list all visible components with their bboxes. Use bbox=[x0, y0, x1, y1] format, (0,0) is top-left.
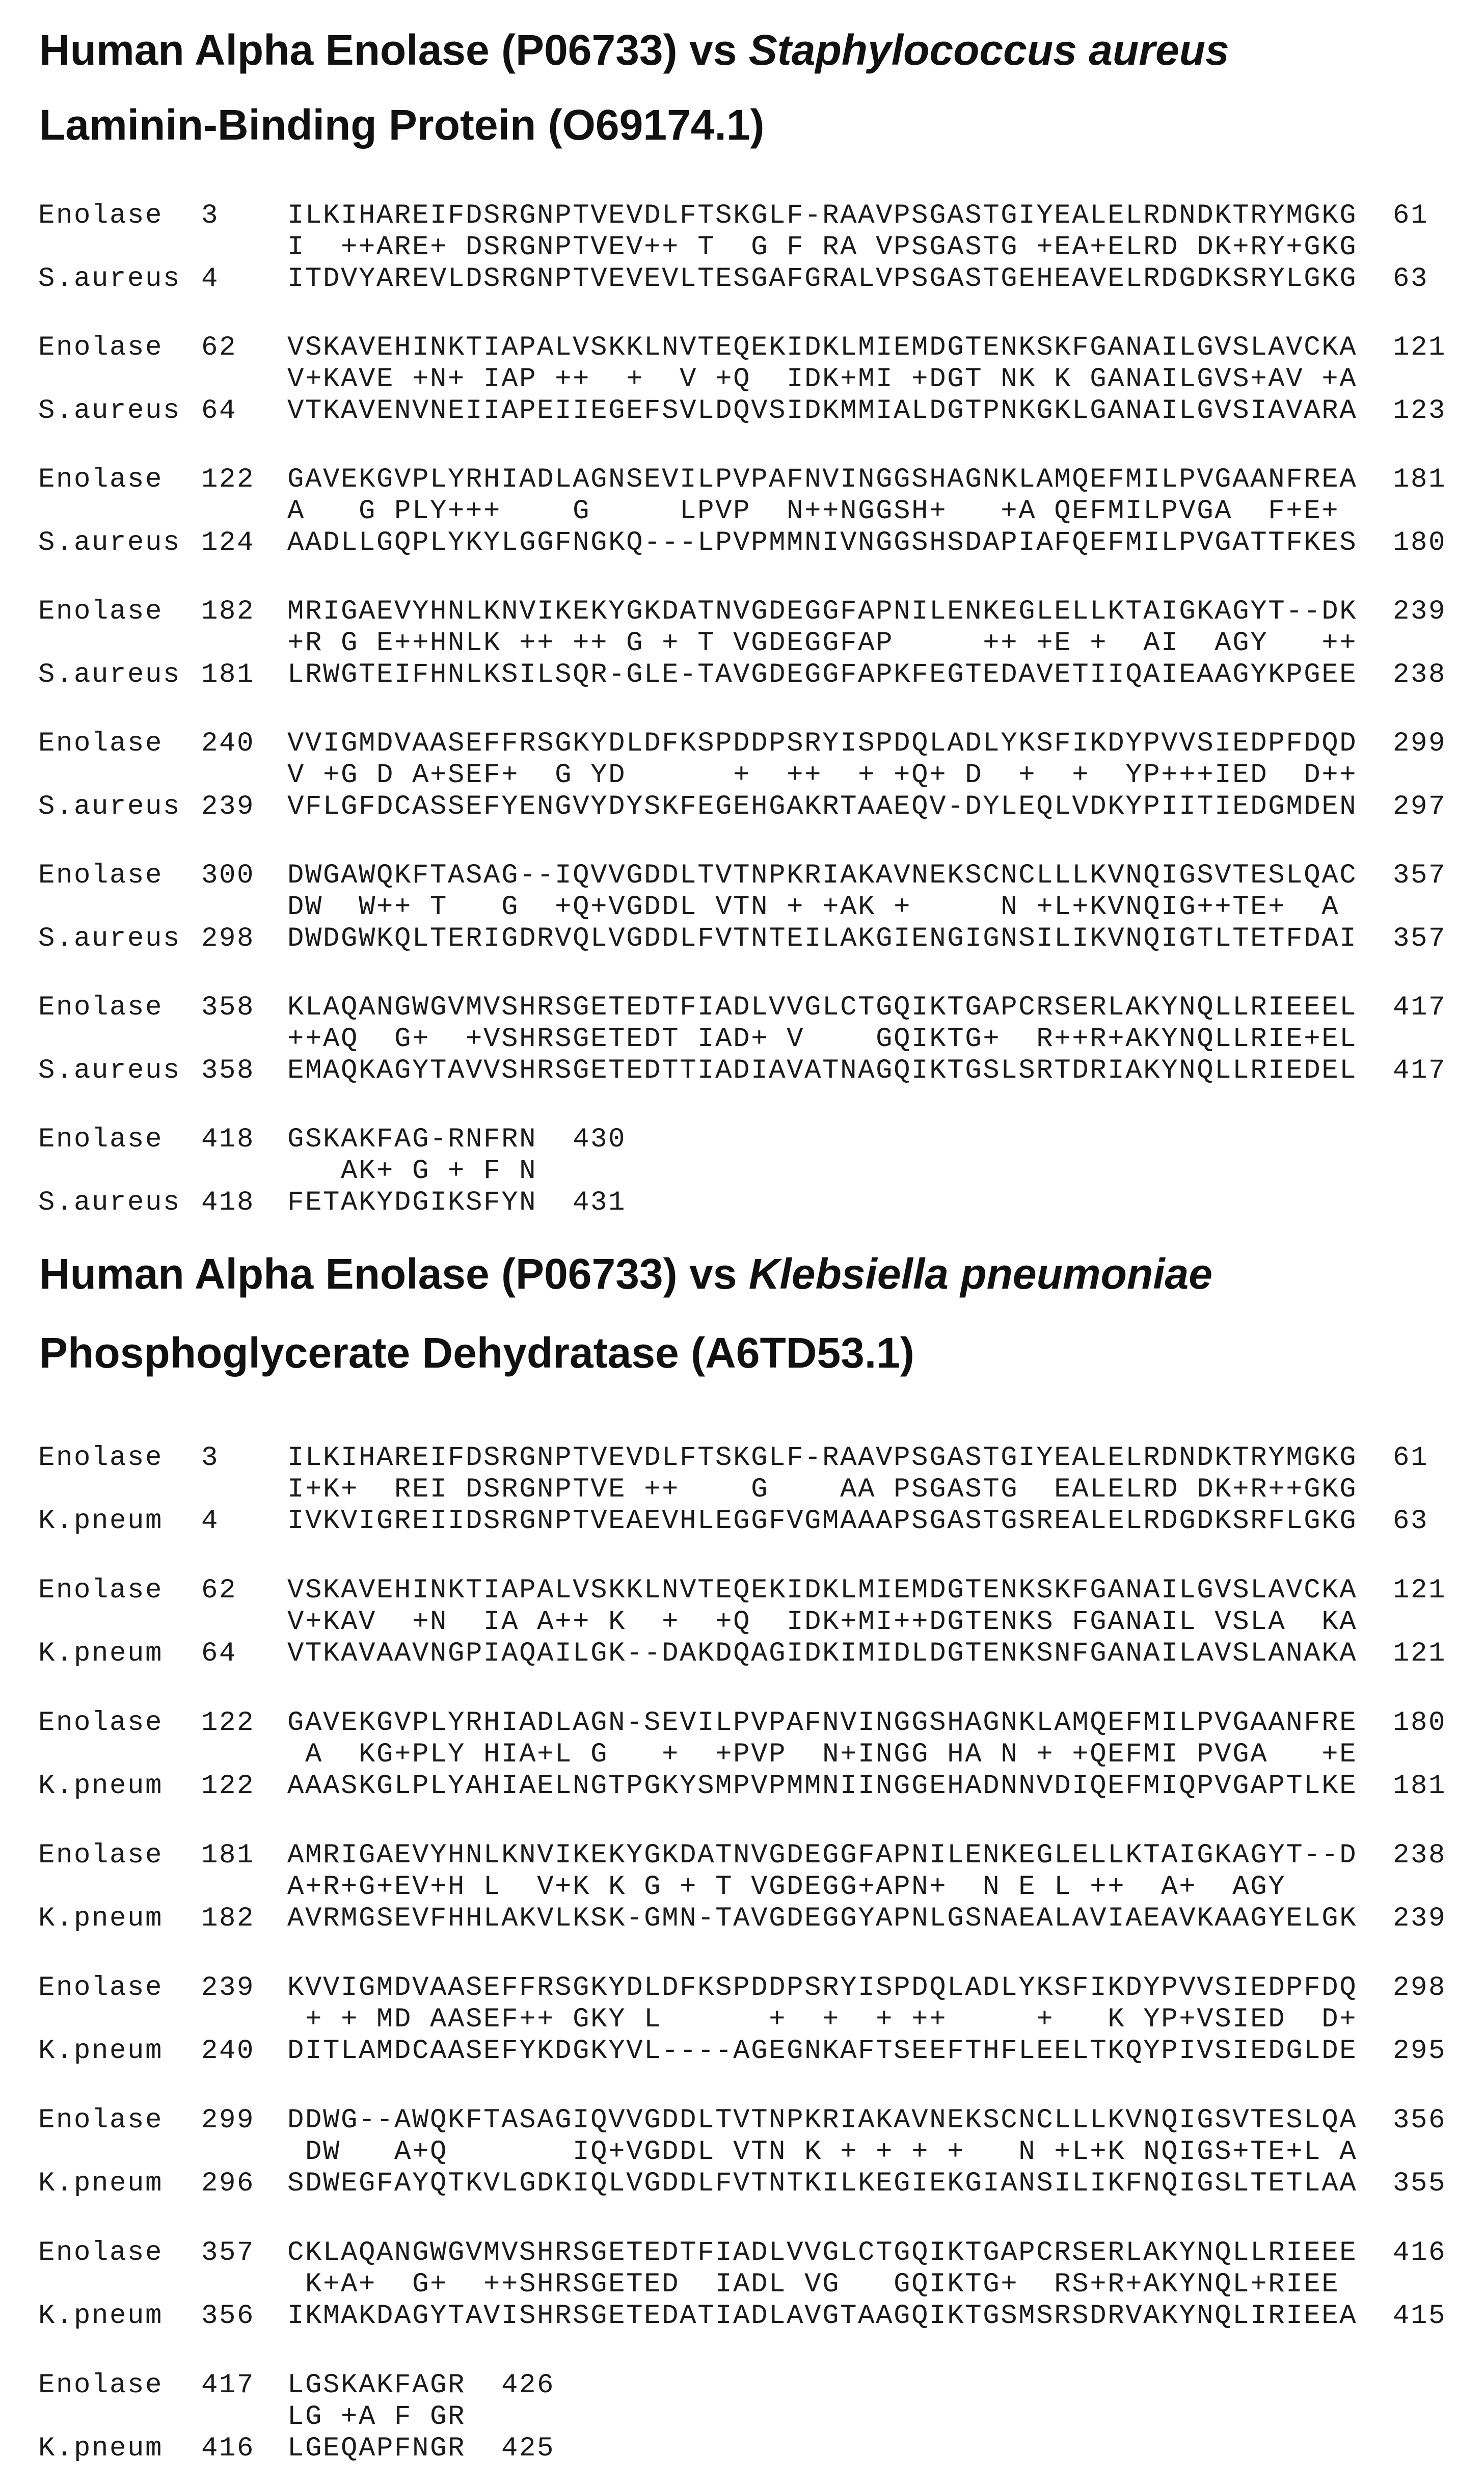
query-start-position: 122 bbox=[201, 1707, 255, 1739]
title-species: Klebsiella pneumoniae bbox=[748, 1250, 1212, 1298]
query-label: Enolase bbox=[38, 200, 164, 231]
subject-label: K.pneum bbox=[38, 1903, 164, 1934]
match-symbols: +R G E++HNLK ++ ++ G + T VGDEGGFAP ++ +E + AI AGY ++ bbox=[287, 628, 1358, 659]
alignment-block bbox=[0, 1972, 1484, 2067]
query-end-position: 121 bbox=[1393, 332, 1447, 363]
match-symbols: V+KAVE +N+ IAP ++ + V +Q IDK+MI +DGT NK K GANAILGVS+AV +A bbox=[287, 364, 1358, 395]
subject-start-position: 4 bbox=[201, 1506, 220, 1537]
query-label: Enolase bbox=[38, 1124, 164, 1155]
match-symbols: DW A+Q IQ+VGDDL VTN K + + + + N +L+K NQIGS+TE+L A bbox=[287, 2136, 1358, 2168]
subject-start-position: 418 bbox=[201, 1187, 255, 1218]
subject-end-position: 121 bbox=[1393, 1638, 1447, 1669]
subject-label: K.pneum bbox=[38, 1506, 164, 1537]
subject-label: K.pneum bbox=[38, 2168, 164, 2199]
query-end-position: 180 bbox=[1393, 1707, 1447, 1739]
subject-start-position: 416 bbox=[201, 2433, 255, 2464]
subject-start-position: 64 bbox=[201, 395, 237, 426]
alignment-block bbox=[0, 1575, 1484, 1670]
alignment-block bbox=[0, 2370, 1484, 2465]
query-start-position: 3 bbox=[201, 1442, 220, 1474]
subject-end-position: 357 bbox=[1393, 923, 1447, 954]
subject-sequence: LGEQAPFNGR bbox=[287, 2433, 466, 2464]
query-start-position: 3 bbox=[201, 200, 220, 231]
alignment-block bbox=[0, 2237, 1484, 2332]
subject-end-position: 431 bbox=[573, 1187, 627, 1218]
subject-sequence: AADLLGQPLYKYLGGFNGKQ---LPVPMMNIVNGGSHSDAPIAFQEFMILPVGATTFKES bbox=[287, 527, 1358, 558]
subject-sequence: ITDVYAREVLDSRGNPTVEVEVLTESGAFGRALVPSGASTGEHEAVELRDGDKSRYLGKG bbox=[287, 263, 1358, 295]
query-start-position: 418 bbox=[201, 1124, 255, 1155]
query-sequence: GSKAKFAG-RNFRN bbox=[287, 1124, 537, 1155]
subject-start-position: 181 bbox=[201, 659, 255, 690]
query-label: Enolase bbox=[38, 1442, 164, 1474]
subject-label: K.pneum bbox=[38, 2036, 164, 2067]
query-start-position: 358 bbox=[201, 992, 255, 1023]
query-end-position: 61 bbox=[1393, 1442, 1429, 1474]
alignment-block bbox=[0, 1442, 1484, 1537]
subject-start-position: 240 bbox=[201, 2036, 255, 2067]
query-sequence: KLAQANGWGVMVSHRSGETEDTFIADLVVGLCTGQIKTGAPCRSERLAKYNQLLRIEEEL bbox=[287, 992, 1358, 1023]
query-end-position: 121 bbox=[1393, 1575, 1447, 1606]
query-start-position: 62 bbox=[201, 1575, 237, 1606]
subject-end-position: 63 bbox=[1393, 263, 1429, 295]
query-sequence: GAVEKGVPLYRHIADLAGN-SEVILPVPAFNVINGGSHAGNKLAMQEFMILPVGAANFRE bbox=[287, 1707, 1358, 1739]
match-symbols: A G PLY+++ G LPVP N++NGGSH+ +A QEFMILPVGA F+E+ bbox=[287, 496, 1340, 527]
subject-start-position: 239 bbox=[201, 791, 255, 822]
section-title bbox=[39, 1248, 1212, 1299]
subject-sequence: IVKVIGREIIDSRGNPTVEAEVHLEGGFVGMAAAPSGASTGSREALELRDGDKSRFLGKG bbox=[287, 1506, 1358, 1537]
alignment-block bbox=[0, 1124, 1484, 1219]
subject-start-position: 4 bbox=[201, 263, 220, 295]
subject-start-position: 356 bbox=[201, 2301, 255, 2332]
query-label: Enolase bbox=[38, 2105, 164, 2136]
match-symbols: I+K+ REI DSRGNPTVE ++ G AA PSGASTG EALELRD DK+R++GKG bbox=[287, 1474, 1358, 1505]
query-start-position: 122 bbox=[201, 464, 255, 495]
query-end-position: 239 bbox=[1393, 596, 1447, 627]
title-prefix: Human Alpha Enolase (P06733) vs bbox=[39, 26, 749, 74]
query-start-position: 62 bbox=[201, 332, 237, 363]
subject-label: S.aureus bbox=[38, 791, 181, 822]
query-sequence: ILKIHAREIFDSRGNPTVEVDLFTSKGLF-RAAVPSGASTGIYEALELRDNDKTRYMGKG bbox=[287, 1442, 1358, 1474]
subject-sequence: SDWEGFAYQTKVLGDKIQLVGDDLFVTNTKILKEGIEKGIANSILIKFNQIGSLTETLAA bbox=[287, 2168, 1358, 2199]
section-subtitle: Phosphoglycerate Dehydratase (A6TD53.1) bbox=[39, 1329, 914, 1377]
query-label: Enolase bbox=[38, 1972, 164, 2003]
subject-label: S.aureus bbox=[38, 659, 181, 690]
match-symbols: I ++ARE+ DSRGNPTVEV++ T G F RA VPSGASTG +EA+ELRD DK+RY+GKG bbox=[287, 232, 1358, 263]
query-label: Enolase bbox=[38, 728, 164, 759]
section-subtitle: Laminin-Binding Protein (O69174.1) bbox=[39, 101, 765, 149]
section-title bbox=[39, 24, 1229, 75]
query-sequence: GAVEKGVPLYRHIADLAGNSEVILPVPAFNVINGGSHAGNKLAMQEFMILPVGAANFREA bbox=[287, 464, 1358, 495]
subject-label: K.pneum bbox=[38, 2301, 164, 2332]
alignment-block bbox=[0, 200, 1484, 295]
query-label: Enolase bbox=[38, 332, 164, 363]
query-end-position: 238 bbox=[1393, 1840, 1447, 1871]
alignment-block bbox=[0, 2105, 1484, 2200]
query-end-position: 426 bbox=[501, 2370, 555, 2401]
subject-sequence: LRWGTEIFHNLKSILSQR-GLE-TAVGDEGGFAPKFEGTEDAVETIIQAIEAAGYKPGEE bbox=[287, 659, 1358, 690]
query-label: Enolase bbox=[38, 2370, 164, 2401]
match-symbols: + + MD AASEF++ GKY L + + + ++ + K YP+VSIED D+ bbox=[287, 2004, 1358, 2035]
match-symbols: A+R+G+EV+H L V+K K G + T VGDEGG+APN+ N E L ++ A+ AGY bbox=[287, 1872, 1286, 1903]
subject-sequence: VTKAVENVNEIIAPEIIEGEFSVLDQVSIDKMMIALDGTPNKGKLGANAILGVSIAVARA bbox=[287, 395, 1358, 426]
query-end-position: 181 bbox=[1393, 464, 1447, 495]
subject-start-position: 358 bbox=[201, 1055, 255, 1086]
subject-sequence: DITLAMDCAASEFYKDGKYVL----AGEGNKAFTSEEFTHFLEELTKQYPIVSIEDGLDE bbox=[287, 2036, 1358, 2067]
subject-label: K.pneum bbox=[38, 1771, 164, 1802]
query-start-position: 239 bbox=[201, 1972, 255, 2003]
subject-sequence: FETAKYDGIKSFYN bbox=[287, 1187, 537, 1218]
query-start-position: 299 bbox=[201, 2105, 255, 2136]
query-label: Enolase bbox=[38, 1575, 164, 1606]
subject-start-position: 64 bbox=[201, 1638, 237, 1669]
subject-end-position: 63 bbox=[1393, 1506, 1429, 1537]
subject-end-position: 297 bbox=[1393, 791, 1447, 822]
alignment-block bbox=[0, 596, 1484, 691]
subject-sequence: AAASKGLPLYAHIAELNGTPGKYSMPVPMMNIINGGEHADNNVDIQEFMIQPVGAPTLKE bbox=[287, 1771, 1358, 1802]
alignment-block bbox=[0, 728, 1484, 823]
subject-start-position: 122 bbox=[201, 1771, 255, 1802]
query-label: Enolase bbox=[38, 992, 164, 1023]
query-sequence: ILKIHAREIFDSRGNPTVEVDLFTSKGLF-RAAVPSGASTGIYEALELRDNDKTRYMGKG bbox=[287, 200, 1358, 231]
subject-start-position: 298 bbox=[201, 923, 255, 954]
match-symbols: K+A+ G+ ++SHRSGETED IADL VG GQIKTG+ RS+R+AKYNQL+RIEE bbox=[287, 2269, 1340, 2300]
subject-end-position: 181 bbox=[1393, 1771, 1447, 1802]
query-end-position: 357 bbox=[1393, 860, 1447, 891]
subject-sequence: AVRMGSEVFHHLAKVLKSK-GMN-TAVGDEGGYAPNLGSNAEALAVIAEAVKAAGYELGK bbox=[287, 1903, 1358, 1934]
query-sequence: VSKAVEHINKTIAPALVSKKLNVTEQEKIDKLMIEMDGTENKSKFGANAILGVSLAVCKA bbox=[287, 1575, 1358, 1606]
query-sequence: VSKAVEHINKTIAPALVSKKLNVTEQEKIDKLMIEMDGTENKSKFGANAILGVSLAVCKA bbox=[287, 332, 1358, 363]
subject-label: S.aureus bbox=[38, 1187, 181, 1218]
match-symbols: V +G D A+SEF+ G YD + ++ + +Q+ D + + YP+++IED D++ bbox=[287, 760, 1358, 791]
subject-end-position: 123 bbox=[1393, 395, 1447, 426]
query-sequence: KVVIGMDVAASEFFRSGKYDLDFKSPDDPSRYISPDQLADLYKSFIKDYPVVSIEDPFDQ bbox=[287, 1972, 1358, 2003]
subject-label: S.aureus bbox=[38, 263, 181, 295]
subject-end-position: 425 bbox=[501, 2433, 555, 2464]
alignment-block bbox=[0, 992, 1484, 1087]
subject-end-position: 295 bbox=[1393, 2036, 1447, 2067]
subject-end-position: 355 bbox=[1393, 2168, 1447, 2199]
match-symbols: AK+ G + F N bbox=[287, 1156, 537, 1187]
query-sequence: MRIGAEVYHNLKNVIKEKYGKDATNVGDEGGFAPNILENKEGLELLKTAIGKAGYT--DK bbox=[287, 596, 1358, 627]
subject-end-position: 417 bbox=[1393, 1055, 1447, 1086]
query-start-position: 240 bbox=[201, 728, 255, 759]
match-symbols: DW W++ T G +Q+VGDDL VTN + +AK + N +L+KVNQIG++TE+ A bbox=[287, 892, 1340, 923]
query-label: Enolase bbox=[38, 2237, 164, 2268]
query-label: Enolase bbox=[38, 1840, 164, 1871]
query-start-position: 300 bbox=[201, 860, 255, 891]
query-label: Enolase bbox=[38, 596, 164, 627]
subject-start-position: 182 bbox=[201, 1903, 255, 1934]
query-end-position: 416 bbox=[1393, 2237, 1447, 2268]
query-end-position: 356 bbox=[1393, 2105, 1447, 2136]
query-end-position: 61 bbox=[1393, 200, 1429, 231]
query-end-position: 298 bbox=[1393, 1972, 1447, 2003]
query-sequence: AMRIGAEVYHNLKNVIKEKYGKDATNVGDEGGFAPNILENKEGLELLKTAIGKAGYT--D bbox=[287, 1840, 1358, 1871]
subject-sequence: IKMAKDAGYTAVISHRSGETEDATIADLAVGTAAGQIKTGSMSRSDRVAKYNQLIRIEEA bbox=[287, 2301, 1358, 2332]
match-symbols: V+KAV +N IA A++ K + +Q IDK+MI++DGTENKS FGANAIL VSLA KA bbox=[287, 1607, 1358, 1638]
alignment-block bbox=[0, 1707, 1484, 1802]
alignment-block bbox=[0, 1840, 1484, 1935]
query-start-position: 182 bbox=[201, 596, 255, 627]
query-end-position: 417 bbox=[1393, 992, 1447, 1023]
query-label: Enolase bbox=[38, 1707, 164, 1739]
subject-start-position: 296 bbox=[201, 2168, 255, 2199]
match-symbols: A KG+PLY HIA+L G + +PVP N+INGG HA N + +QEFMI PVGA +E bbox=[287, 1739, 1358, 1770]
subject-label: S.aureus bbox=[38, 527, 181, 558]
subject-label: S.aureus bbox=[38, 923, 181, 954]
subject-sequence: DWDGWKQLTERIGDRVQLVGDDLFVTNTEILAKGIENGIGNSILIKVNQIGTLTETFDAI bbox=[287, 923, 1358, 954]
query-sequence: CKLAQANGWGVMVSHRSGETEDTFIADLVVGLCTGQIKTGAPCRSERLAKYNQLLRIEEE bbox=[287, 2237, 1358, 2268]
query-sequence: VVIGMDVAASEFFRSGKYDLDFKSPDDPSRYISPDQLADLYKSFIKDYPVVSIEDPFDQD bbox=[287, 728, 1358, 759]
subject-label: S.aureus bbox=[38, 1055, 181, 1086]
subject-sequence: VFLGFDCASSEFYENGVYDYSKFEGEHGAKRTAAEQV-DYLEQLVDKYPIITIEDGMDEN bbox=[287, 791, 1358, 822]
query-sequence: LGSKAKFAGR bbox=[287, 2370, 466, 2401]
query-start-position: 357 bbox=[201, 2237, 255, 2268]
query-label: Enolase bbox=[38, 860, 164, 891]
match-symbols: ++AQ G+ +VSHRSGETEDT IAD+ V GQIKTG+ R++R+AKYNQLLRIE+EL bbox=[287, 1024, 1358, 1055]
subject-label: K.pneum bbox=[38, 1638, 164, 1669]
query-start-position: 417 bbox=[201, 2370, 255, 2401]
subject-label: S.aureus bbox=[38, 395, 181, 426]
subject-end-position: 239 bbox=[1393, 1903, 1447, 1934]
query-start-position: 181 bbox=[201, 1840, 255, 1871]
subject-end-position: 238 bbox=[1393, 659, 1447, 690]
query-sequence: DWGAWQKFTASAG--IQVVGDDLTVTNPKRIAKAVNEKSCNCLLLKVNQIGSVTESLQAC bbox=[287, 860, 1358, 891]
alignment-block bbox=[0, 464, 1484, 559]
subject-end-position: 415 bbox=[1393, 2301, 1447, 2332]
subject-sequence: VTKAVAAVNGPIAQAILGK--DAKDQAGIDKIMIDLDGTENKSNFGANAILAVSLANAKA bbox=[287, 1638, 1358, 1669]
alignment-block bbox=[0, 332, 1484, 427]
query-sequence: DDWG--AWQKFTASAGIQVVGDDLTVTNPKRIAKAVNEKSCNCLLLKVNQIGSVTESLQA bbox=[287, 2105, 1358, 2136]
subject-end-position: 180 bbox=[1393, 527, 1447, 558]
query-end-position: 299 bbox=[1393, 728, 1447, 759]
subject-sequence: EMAQKAGYTAVVSHRSGETEDTTIADIAVATNAGQIKTGSLSRTDRIAKYNQLLRIEDEL bbox=[287, 1055, 1358, 1086]
match-symbols: LG +A F GR bbox=[287, 2401, 466, 2433]
subject-start-position: 124 bbox=[201, 527, 255, 558]
query-label: Enolase bbox=[38, 464, 164, 495]
title-prefix: Human Alpha Enolase (P06733) vs bbox=[39, 1250, 749, 1298]
alignment-block bbox=[0, 860, 1484, 955]
query-end-position: 430 bbox=[573, 1124, 627, 1155]
subject-label: K.pneum bbox=[38, 2433, 164, 2464]
title-species: Staphylococcus aureus bbox=[748, 26, 1229, 74]
